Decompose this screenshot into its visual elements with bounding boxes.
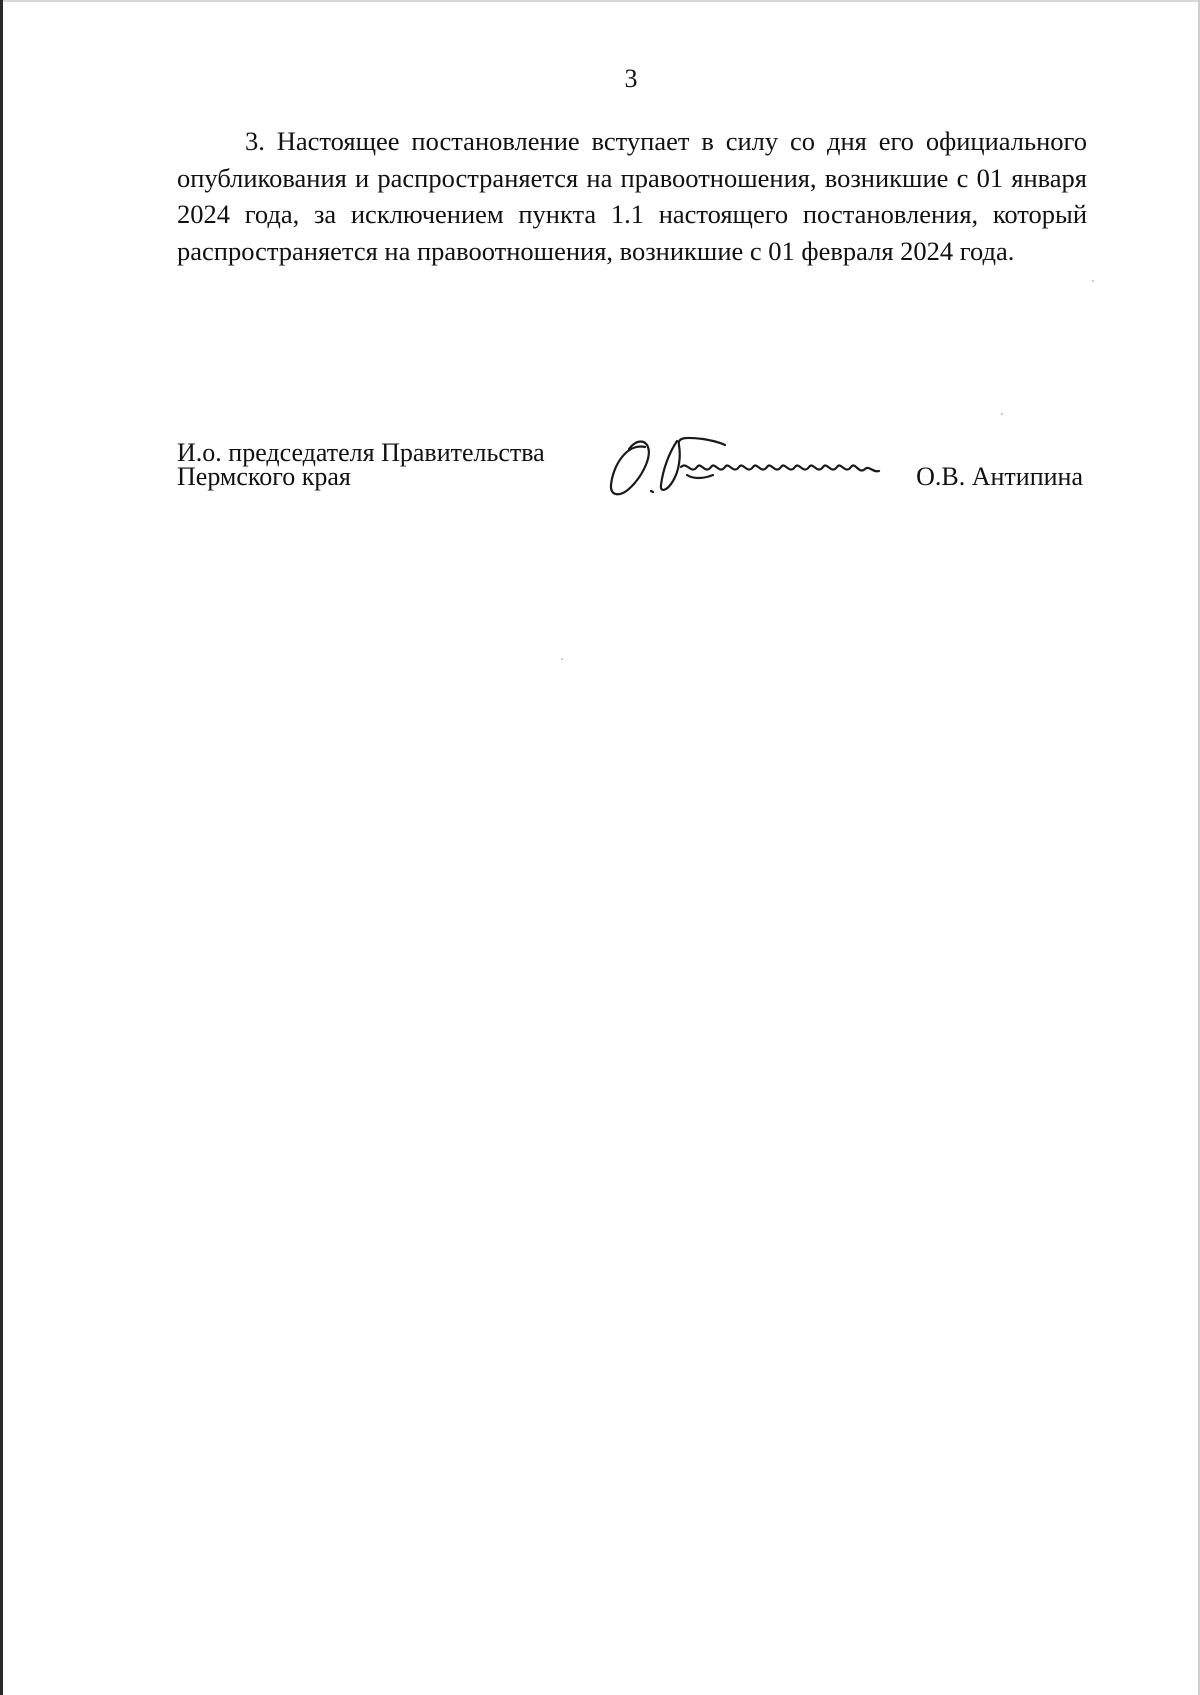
clause-paragraph: 3. Настоящее постановление вступает в силу со дня его официального опубликования и распространяется на правоотношения, возникшие с 01 января 2024 года, за исключением пункта 1.1 настоящего постановления, который распространяется на правоотношения, возникшие с 01 февраля 2024 года. — [177, 126, 1087, 266]
scan-speck — [561, 658, 563, 660]
position-line-1: И.о. председателя Правительства — [177, 438, 545, 467]
position-line-2: Пермского края — [177, 462, 351, 491]
page-number: 3 — [624, 64, 638, 93]
signature-block — [177, 438, 1087, 531]
scan-speck — [1001, 413, 1003, 415]
signatory-position — [177, 438, 545, 491]
scan-speck — [1092, 280, 1094, 282]
scan-edge-left — [0, 0, 3, 1695]
scan-edge-top — [0, 0, 1200, 2]
signatory-name: О.В. Антипина — [916, 462, 1083, 491]
handwritten-signature-icon — [607, 435, 907, 505]
